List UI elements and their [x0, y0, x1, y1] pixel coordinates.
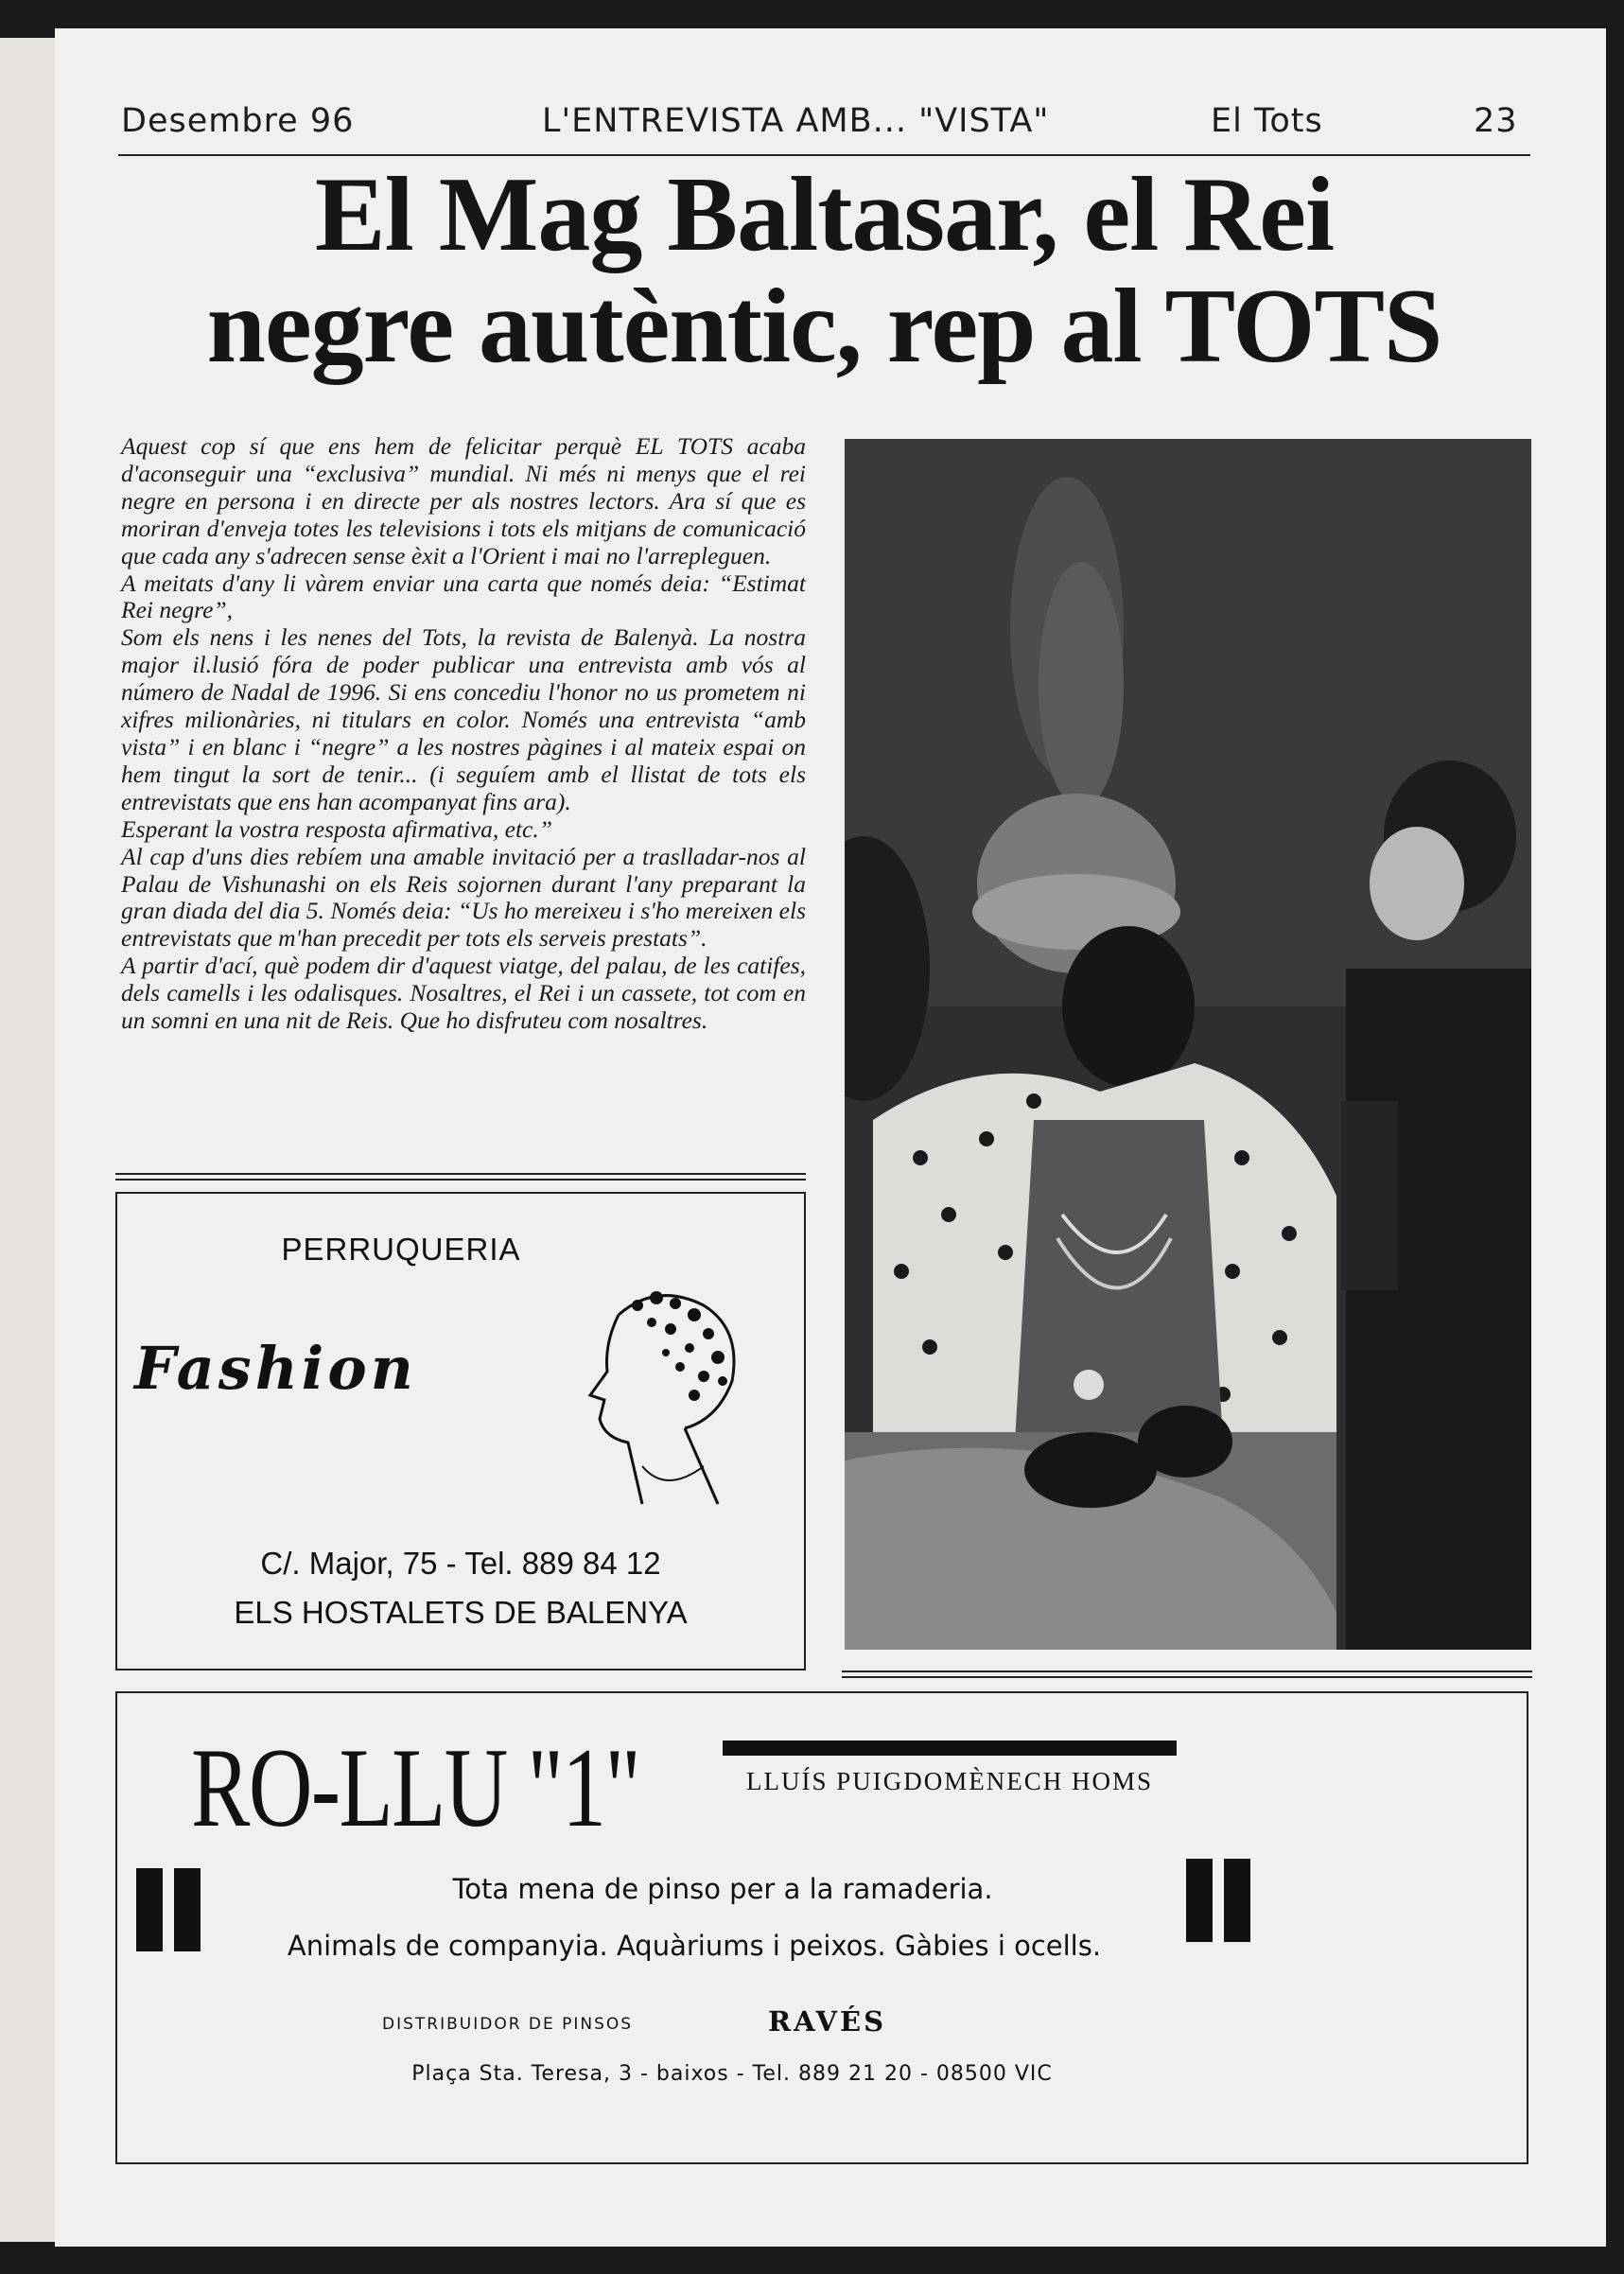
headline-line-1: El Mag Baltasar, el Rei [314, 156, 1335, 273]
distributor-label: DISTRIBUIDOR DE PINSOS [382, 2015, 634, 2034]
article-intro [121, 433, 806, 1035]
ad-address: C/. Major, 75 - Tel. 889 84 12 [260, 1546, 661, 1581]
ad-title: PERRUQUERIA [281, 1232, 521, 1267]
ad-line-2: Animals de companyia. Aquàriums i peixos. Gàbies i ocells. [287, 1930, 1102, 1962]
separator-rule [842, 1676, 1532, 1678]
page-number: 23 [1474, 102, 1518, 140]
rollu-ad [115, 1691, 1528, 2164]
publication-name: El Tots [1211, 102, 1323, 140]
ad-brand: RO-LLU "1" [191, 1724, 640, 1850]
separator-rule [842, 1671, 1532, 1672]
headline-line-2: negre autèntic, rep al TOTS [206, 268, 1442, 385]
intro-paragraph: A partir d'ací, què podem dir d'aquest viatge, del palau, de les catifes, dels camells i les odalisques. Nosaltres, el Rei i un cassete, tot com en un somni en una nit de Reis. Que ho disfruteu com nosaltres. [121, 952, 806, 1035]
section-title: L'ENTREVISTA AMB... "VISTA" [542, 102, 1050, 140]
facing-page-edge [0, 38, 55, 2242]
king-photo [845, 439, 1531, 1650]
intro-paragraph: Esperant la vostra resposta afirmativa, etc.” [121, 814, 552, 843]
ad-address: Plaça Sta. Teresa, 3 - baixos - Tel. 889 21 20 - 08500 VIC [411, 2062, 1053, 2086]
woman-profile-logo [552, 1277, 760, 1513]
intro-paragraph: A meitats d'any li vàrem enviar una carta que només deia: “Estimat Rei negre”, [121, 568, 806, 624]
headline [118, 156, 1530, 385]
intro-paragraph: Al cap d'uns dies rebíem una amable invitació per a traslladar-nos al Palau de Vishunashi on els Reis sojornen durant l'any preparant la gran diada del dia 5. Només deia: “Us ho mereixeu i s'ho mereixen els entrevistats que m'han precedit per tots els serveis prestats”. [121, 842, 806, 953]
ad-town: ELS HOSTALETS DE BALENYA [234, 1595, 688, 1630]
ad-line-1: Tota mena de pinso per a la ramaderia. [452, 1873, 993, 1905]
separator-rule [115, 1173, 806, 1175]
ad-owner: LLUÍS PUIGDOMÈNECH HOMS [745, 1767, 1153, 1795]
running-header [121, 102, 1530, 149]
issue-date: Desembre 96 [121, 102, 355, 140]
king-photo-illustration [845, 439, 1531, 1650]
distributor-brand: RAVÉS [768, 2005, 887, 2038]
separator-rule [115, 1179, 806, 1181]
decorative-bar [136, 1868, 163, 1951]
intro-paragraph: Som els nens i les nenes del Tots, la revista de Balenyà. La nostra major il.lusió fóra de poder publicar una entrevista amb vós al número de Nadal de 1996. Si ens concediu l'honor no us prometem ni xifres milionàries, ni titulars en color. Només una entrevista “amb vista” i en blanc i “negre” a les nostres pàgines i al mateix espai on hem tingut la sort de tenir... (i seguíem amb el llistat de tots els entrevistats que ens han acompanyat fins ara). [121, 623, 806, 815]
decorative-bar [174, 1868, 201, 1951]
decorative-bar [1224, 1859, 1250, 1942]
ad-brand: Fashion [134, 1334, 417, 1403]
decorative-bar [723, 1740, 1177, 1756]
intro-paragraph: Aquest cop sí que ens hem de felicitar perquè EL TOTS acaba d'aconseguir una “exclusiva” mundial. Ni més ni menys que el rei negre en persona i en directe per als nostres lectors. Ara sí que es moriran d'enveja totes les televisions i tots els mitjans de comunicació que cada any s'adrecen sense èxit a l'Orient i mai no l'arrepleguen. [121, 432, 806, 569]
perruqueria-ad [115, 1192, 806, 1671]
